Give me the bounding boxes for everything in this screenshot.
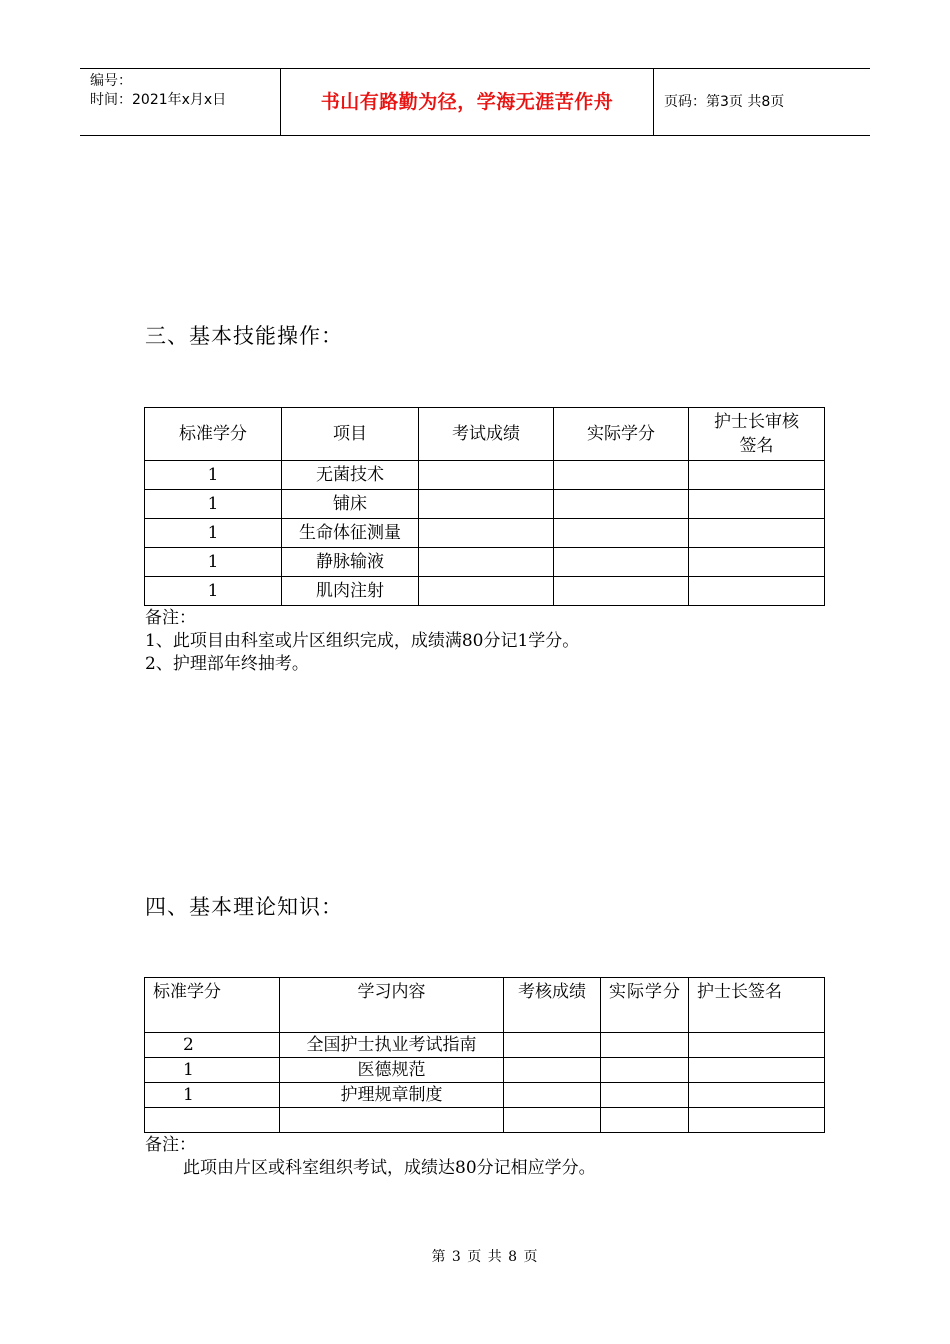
score-cell[interactable] [419, 490, 554, 519]
item-cell: 肌肉注射 [282, 577, 419, 606]
actual-credit-cell[interactable] [601, 1083, 689, 1108]
header-time: 时间：2021年x月x日 [90, 92, 227, 108]
signature-cell[interactable] [689, 490, 825, 519]
table-row [145, 577, 825, 606]
page-header [80, 68, 870, 136]
table-row [145, 490, 825, 519]
score-cell[interactable] [419, 577, 554, 606]
actual-credit-cell[interactable] [554, 490, 689, 519]
page-footer: 第 3 页 共 8 页 [431, 1249, 539, 1265]
credit-cell[interactable] [145, 1108, 280, 1133]
score-cell[interactable] [419, 519, 554, 548]
item-cell: 生命体征测量 [282, 519, 419, 548]
note-line: 1、此项目由科室或片区组织完成，成绩满80分记1学分。 [145, 631, 580, 651]
signature-cell[interactable] [689, 519, 825, 548]
section3-title: 三、基本技能操作： [145, 324, 343, 348]
skills-table-header [145, 408, 825, 461]
score-cell[interactable] [504, 1083, 601, 1108]
section3-notes [145, 607, 579, 676]
signature-cell[interactable] [689, 548, 825, 577]
col-item: 项目 [282, 408, 419, 461]
header-meta [80, 69, 281, 135]
actual-credit-cell[interactable] [601, 1108, 689, 1133]
actual-credit-cell[interactable] [554, 577, 689, 606]
score-cell[interactable] [419, 548, 554, 577]
actual-credit-cell[interactable] [601, 1033, 689, 1058]
signature-cell[interactable] [689, 461, 825, 490]
credit-cell: 1 [145, 548, 282, 577]
note-line: 此项由片区或科室组织考试，成绩达80分记相应学分。 [183, 1158, 596, 1178]
col-actual-credit: 实际学分 [601, 978, 689, 1033]
content-cell[interactable] [280, 1108, 504, 1133]
actual-credit-cell[interactable] [554, 461, 689, 490]
score-cell[interactable] [504, 1033, 601, 1058]
table-row [145, 1058, 825, 1083]
credit-cell: 1 [145, 577, 282, 606]
section4-title: 四、基本理论知识： [145, 895, 343, 919]
col-standard-credit: 标准学分 [145, 408, 282, 461]
note-label: 备注： [145, 1135, 196, 1155]
credit-cell: 1 [145, 1058, 280, 1083]
header-number: 编号： [90, 73, 132, 89]
item-cell: 铺床 [282, 490, 419, 519]
section4-notes [145, 1134, 596, 1180]
score-cell[interactable] [419, 461, 554, 490]
content-cell: 医德规范 [280, 1058, 504, 1083]
col-standard-credit: 标准学分 [145, 978, 280, 1033]
score-cell[interactable] [504, 1108, 601, 1133]
actual-credit-cell[interactable] [554, 548, 689, 577]
note-line: 2、护理部年终抽考。 [145, 654, 309, 674]
theory-table [144, 977, 825, 1133]
signature-cell[interactable] [689, 1033, 825, 1058]
signature-cell[interactable] [689, 1058, 825, 1083]
signature-cell[interactable] [689, 1108, 825, 1133]
actual-credit-cell[interactable] [601, 1058, 689, 1083]
signature-cell[interactable] [689, 577, 825, 606]
credit-cell: 1 [145, 1083, 280, 1108]
col-head-nurse-signature: 护士长签名 [689, 978, 825, 1033]
table-row [145, 1083, 825, 1108]
table-row [145, 461, 825, 490]
col-assessment-score: 考核成绩 [504, 978, 601, 1033]
score-cell[interactable] [504, 1058, 601, 1083]
table-row [145, 519, 825, 548]
table-row [145, 1033, 825, 1058]
item-cell: 无菌技术 [282, 461, 419, 490]
col-head-nurse-signature: 护士长审核签名 [689, 408, 825, 461]
actual-credit-cell[interactable] [554, 519, 689, 548]
content-cell: 护理规章制度 [280, 1083, 504, 1108]
content-cell: 全国护士执业考试指南 [280, 1033, 504, 1058]
theory-table-header [145, 978, 825, 1033]
col-study-content: 学习内容 [280, 978, 504, 1033]
col-exam-score: 考试成绩 [419, 408, 554, 461]
skills-table [144, 407, 825, 606]
credit-cell: 1 [145, 519, 282, 548]
table-row [145, 548, 825, 577]
item-cell: 静脉输液 [282, 548, 419, 577]
table-row [145, 1108, 825, 1133]
credit-cell: 1 [145, 490, 282, 519]
credit-cell: 1 [145, 461, 282, 490]
credit-cell: 2 [145, 1033, 280, 1058]
signature-cell[interactable] [689, 1083, 825, 1108]
note-label: 备注： [145, 608, 196, 628]
col-actual-credit: 实际学分 [554, 408, 689, 461]
header-motto: 书山有路勤为径，学海无涯苦作舟 [281, 69, 654, 135]
header-page-number: 页码：第3页 共8页 [664, 94, 785, 110]
